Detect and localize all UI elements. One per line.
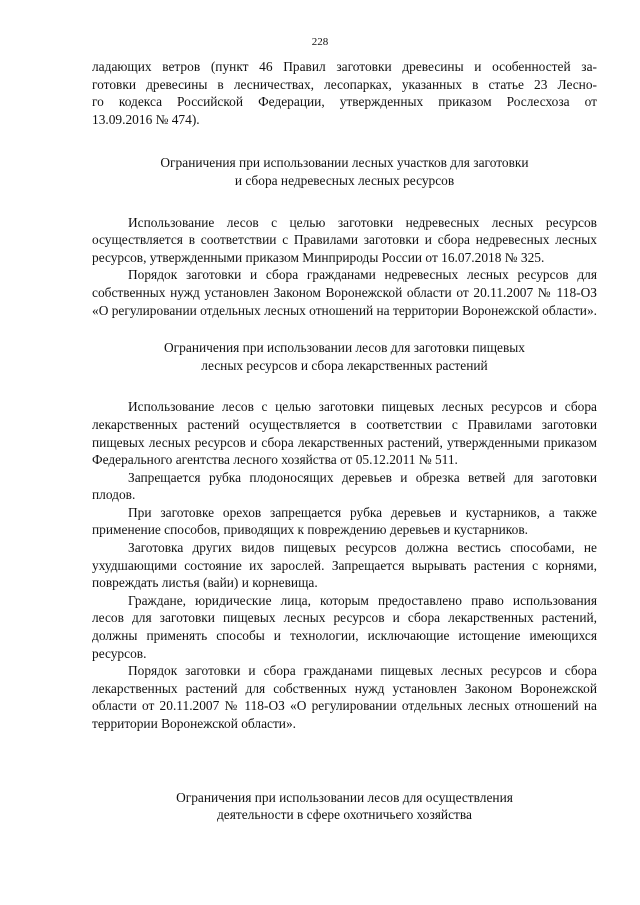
intro-line-3: го кодекса Российской Федерации, утвержденных приказом Рослесхоза от: [92, 94, 597, 110]
paragraph: Заготовка других видов пищевых ресурсов должна вестись способами, не ухудшающими состояние их зарослей. Запрещается вырывать растения с корнями, повреждать листья (вайи) и корневища.: [92, 540, 597, 591]
intro-line-2: готовки древесины в лесничествах, лесопарках, указанных в статье 23 Лесно-: [92, 76, 597, 92]
paragraph: Использование лесов с целью заготовки недревесных лесных ресурсов осуществляется в соответствии с Правилами заготовки и сбора недревесных лесных ресурсов, утвержденными приказом Минприроды России от 16.07.2018 № 325.: [92, 214, 597, 265]
intro-line-4: 13.09.2016 № 474).: [92, 111, 200, 127]
section-heading-food-resources: [92, 339, 597, 374]
paragraph: Порядок заготовки и сбора гражданами пищевых лесных ресурсов и сбора лекарственных растений для собственных нужд установлен Законом Воронежской области от 20.11.2007 № 118-ОЗ «О регулировании отдельных лесных отношений на территории Воронежской области».: [92, 663, 597, 731]
heading-line: деятельности в сфере охотничьего хозяйства: [216, 807, 472, 823]
paragraph: При заготовке орехов запрещается рубка деревьев и кустарников, а также применение способов, приводящих к повреждению деревьев и кустарников.: [92, 504, 597, 538]
heading-line: лесных ресурсов и сбора лекарственных растений: [201, 357, 488, 373]
section-heading-hunting: [92, 789, 597, 824]
paragraph: Граждане, юридические лица, которым предоставлено право использования лесов для заготовки пищевых лесных ресурсов и сбора лекарственных растений, должны применять способы и технологии, исключающие истощение имеющихся ресурсов.: [92, 592, 597, 661]
heading-line: Ограничения при использовании лесов для осуществления: [176, 789, 513, 805]
paragraph: Использование лесов с целью заготовки пищевых лесных ресурсов и сбора лекарственных растений осуществляется в соответствии с Правилами заготовки пищевых лесных ресурсов и сбора лекарственных растений, утвержденными приказом Федерального агентства лесного хозяйства от 05.12.2011 № 511.: [92, 399, 597, 468]
heading-line: и сбора недревесных лесных ресурсов: [234, 172, 455, 188]
paragraph: Запрещается рубка плодоносящих деревьев и обрезка ветвей для заготовки плодов.: [92, 469, 597, 503]
paragraph: Порядок заготовки и сбора гражданами недревесных лесных ресурсов для собственных нужд установлен Законом Воронежской области от 20.11.2007 № 118-ОЗ «О регулировании отдельных лесных отношений на территории Воронежской области».: [92, 267, 597, 318]
intro-paragraph: [92, 58, 597, 128]
page-number: 228: [311, 36, 329, 48]
heading-line: Ограничения при использовании лесных участков для заготовки: [160, 155, 529, 171]
heading-line: Ограничения при использовании лесов для заготовки пищевых: [164, 340, 525, 356]
page-content: [92, 58, 597, 824]
intro-line-1: ладающих ветров (пункт 46 Правил заготовки древесины и особенностей за-: [92, 59, 597, 74]
section-heading-non-timber: [92, 154, 597, 189]
